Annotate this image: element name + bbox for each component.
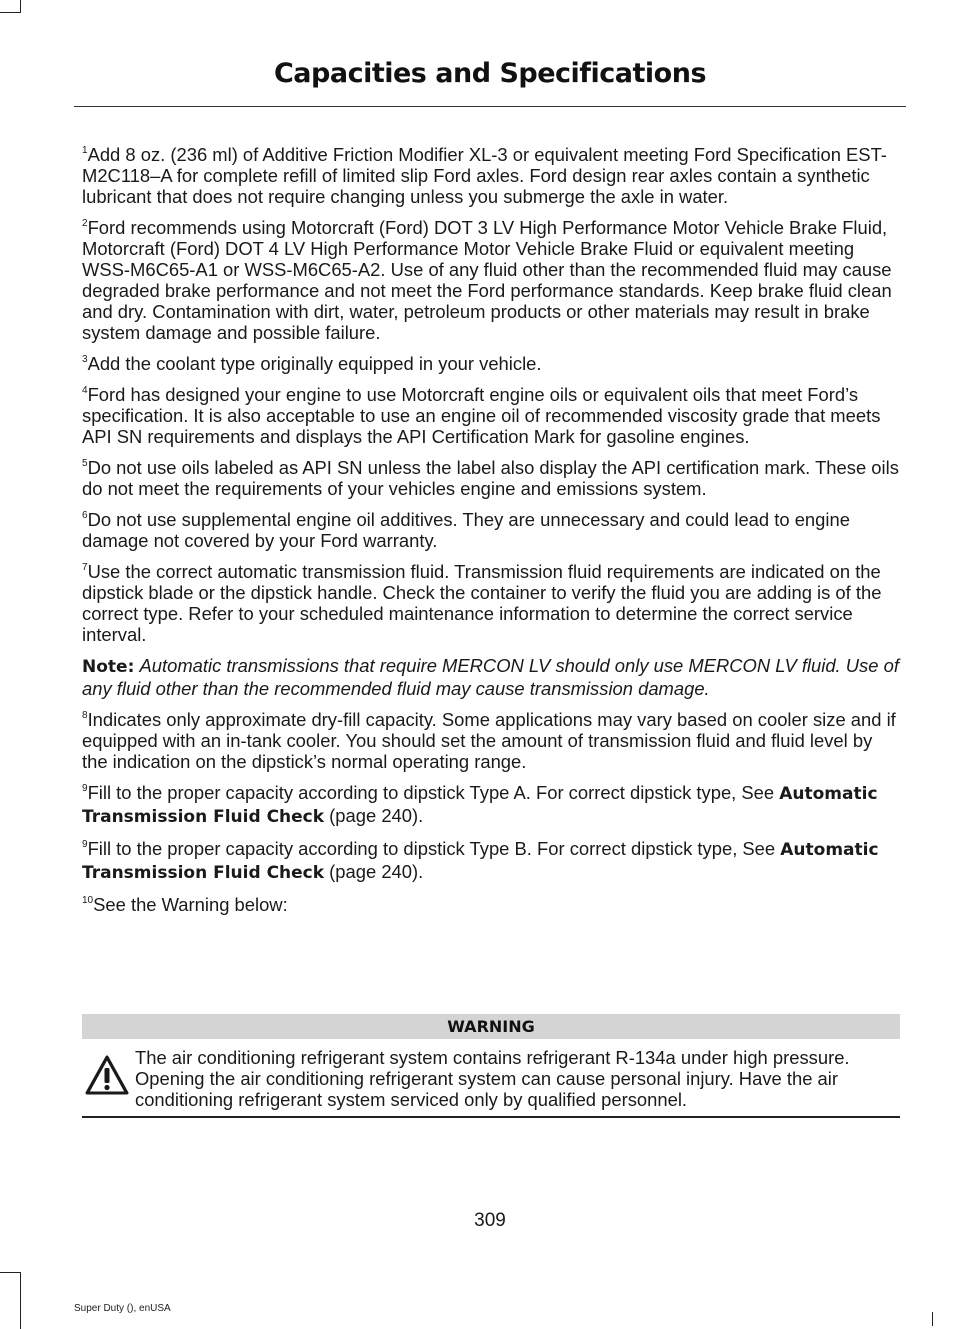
warning-box — [82, 1014, 900, 1118]
footnote-text: Fill to the proper capacity according to dipstick Type A. For correct dipstick type, See — [87, 782, 780, 803]
warning-divider — [82, 1116, 900, 1118]
footnote-marker: 4 — [82, 385, 88, 396]
footnote-marker: 9 — [82, 783, 88, 794]
footnote-4 — [82, 384, 900, 447]
title-divider — [74, 106, 906, 107]
footnote-2 — [82, 217, 900, 343]
page-reference: (page 240). — [324, 805, 424, 826]
footnote-text: Fill to the proper capacity according to dipstick Type B. For correct dipstick type, See — [87, 838, 781, 859]
footnote-3 — [82, 353, 900, 374]
crop-mark — [0, 12, 20, 13]
footnote-marker: 10 — [82, 895, 94, 906]
footnote-text: Use the correct automatic transmission fluid. Transmission fluid requirements are indicated on the dipstick blade or the dipstick handle. Check the container to verify the fluid you are adding is of the correct type. Refer to your scheduled maintenance information to determine the correct service interval. — [82, 561, 882, 645]
footnote-6 — [82, 509, 900, 551]
page-reference: (page 240). — [324, 861, 424, 882]
warning-body — [82, 1039, 900, 1116]
cross-reference-link[interactable]: Automatic Transmission Fluid Check — [82, 840, 879, 883]
footnote-marker: 5 — [82, 458, 88, 469]
footnotes-body — [82, 144, 900, 925]
crop-mark — [932, 1312, 933, 1326]
crop-mark — [20, 0, 21, 13]
footnote-text: Do not use oils labeled as API SN unless the label also display the API certification mark. These oils do not meet the requirements of your vehicles engine and emissions system. — [82, 457, 899, 499]
footnote-marker: 2 — [82, 218, 88, 229]
footnote-8 — [82, 709, 900, 772]
footnote-text: Ford recommends using Motorcraft (Ford) DOT 3 LV High Performance Motor Vehicle Brake Fluid, Motorcraft (Ford) DOT 4 LV High Performance Motor Vehicle Brake Fluid or equivalent meeting WSS-M6C65-A1 or WSS-M6C65-A2. Use of any fluid other than the recommended fluid may cause degraded brake performance and not meet the Ford performance standards. Keep brake fluid clean and dry. Contamination with dirt, water, petroleum products or other materials may result in brake system damage and possible failure. — [82, 217, 892, 343]
footnote-text: Add the coolant type originally equipped in your vehicle. — [87, 353, 542, 374]
footnote-marker: 9 — [82, 839, 88, 850]
footnote-7 — [82, 561, 900, 645]
footnote-text: Do not use supplemental engine oil additives. They are unnecessary and could lead to engine damage not covered by your Ford warranty. — [82, 509, 850, 551]
footer-text: Super Duty (), enUSA — [74, 1303, 171, 1314]
footnote-5 — [82, 457, 900, 499]
footnote-text: Ford has designed your engine to use Motorcraft engine oils or equivalent oils that meet Ford’s specification. It is also acceptable to use an engine oil of recommended viscosity grade that meets API SN requirements and displays the API Certification Mark for gasoline engines. — [82, 384, 881, 447]
footnote-1 — [82, 144, 900, 207]
page-number: 309 — [474, 1210, 506, 1231]
footnote-text: Indicates only approximate dry-fill capacity. Some applications may vary based on cooler size and if equipped with an in-tank cooler. You should set the amount of transmission fluid and fluid level by the indication on the dipstick’s normal operating range. — [82, 709, 896, 772]
footnote-10 — [82, 894, 900, 915]
crop-mark — [20, 1312, 21, 1326]
warning-triangle-icon — [84, 1054, 130, 1096]
warning-text: The air conditioning refrigerant system contains refrigerant R-134a under high pressure. Opening the air conditioning refrigerant system can cause personal injury. Have the air conditioning refrigerant system serviced only by qualified personnel. — [135, 1047, 850, 1110]
cross-reference-link[interactable]: Automatic Transmission Fluid Check — [82, 784, 878, 827]
footnote-marker: 8 — [82, 710, 88, 721]
warning-heading: WARNING — [82, 1014, 900, 1039]
footnote-9a — [82, 782, 900, 828]
note — [82, 655, 900, 699]
footnote-text: See the Warning below: — [93, 894, 288, 915]
footnote-marker: 7 — [82, 562, 88, 573]
footnote-text: Add 8 oz. (236 ml) of Additive Friction Modifier XL-3 or equivalent meeting Ford Specification EST-M2C118–A for complete refill of limited slip Ford axles. Ford design rear axles contain a synthetic lubricant that does not require changing unless you submerge the axle in water. — [82, 144, 887, 207]
note-label: Note: — [82, 657, 135, 677]
note-text: Automatic transmissions that require MERCON LV should only use MERCON LV fluid. Use of any fluid other than the recommended fluid may cause transmission damage. — [82, 655, 899, 699]
footnote-marker: 1 — [82, 145, 88, 156]
crop-mark — [0, 1272, 20, 1273]
footnote-9b — [82, 838, 900, 884]
page-title: Capacities and Specifications — [273, 58, 707, 89]
footnote-marker: 3 — [82, 354, 88, 365]
footnote-marker: 6 — [82, 510, 88, 521]
